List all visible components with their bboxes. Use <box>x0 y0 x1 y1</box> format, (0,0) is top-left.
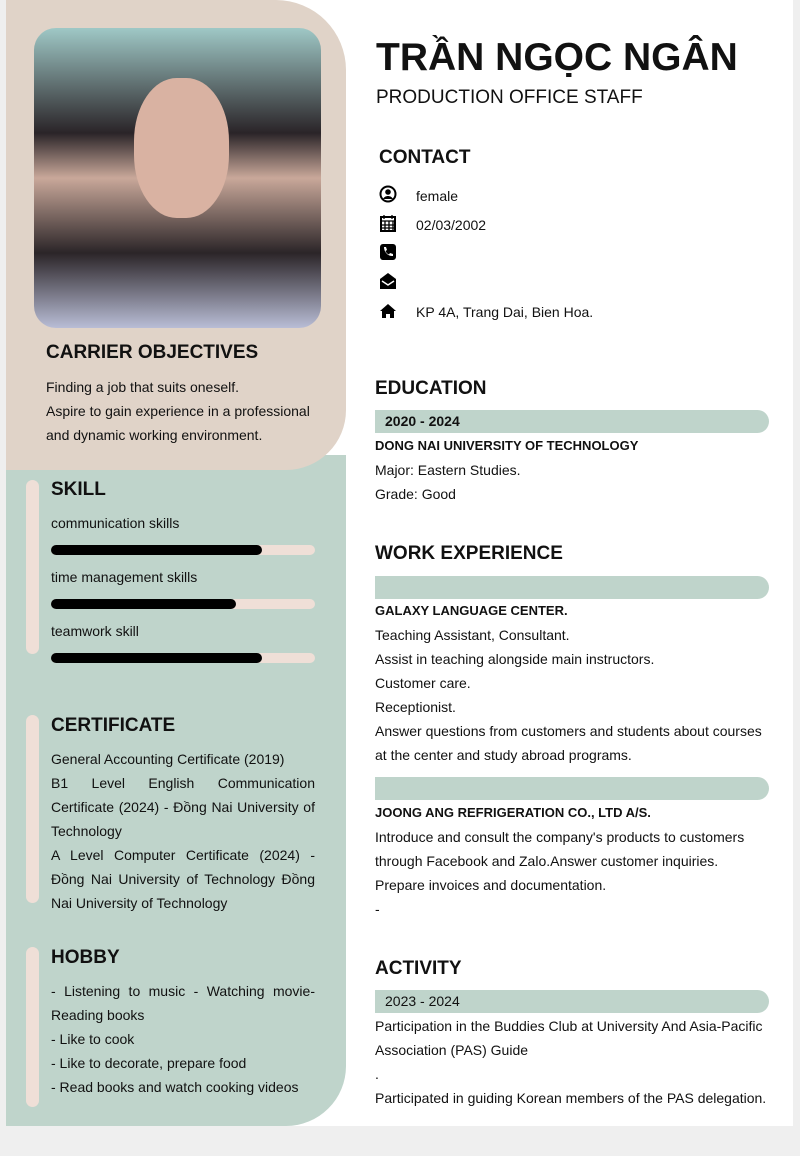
user-icon <box>379 185 397 203</box>
job-company: JOONG ANG REFRIGERATION CO., LTD A/S. <box>375 805 651 820</box>
education-grade: Grade: Good <box>375 486 456 502</box>
skill-title: SKILL <box>51 479 106 500</box>
skill-accent-bar <box>26 480 39 654</box>
skill-label: communication skills <box>51 515 180 531</box>
hobby-accent-bar <box>26 947 39 1107</box>
objectives-title: CARRIER OBJECTIVES <box>46 342 259 363</box>
job-line: Teaching Assistant, Consultant. <box>375 627 570 643</box>
certificate-item: B1 Level English Communication Certificate (2024) - Đồng Nai University of Technology <box>51 775 315 839</box>
hobby-title: HOBBY <box>51 947 120 968</box>
activity-text <box>375 1014 771 1110</box>
objective-line: Finding a job that suits oneself. <box>46 379 240 395</box>
objectives-text <box>46 375 321 447</box>
skill-bar <box>51 653 315 663</box>
activity-title: ACTIVITY <box>375 958 462 979</box>
job-line: Customer care. <box>375 675 471 691</box>
activity-line: Participated in guiding Korean members of the PAS delegation. <box>375 1090 767 1106</box>
certificate-item: General Accounting Certificate (2019) <box>51 751 285 767</box>
phone-icon <box>379 243 397 261</box>
work-period-band <box>375 576 769 599</box>
skill-bar-fill <box>51 599 236 609</box>
contact-birthday: 02/03/2002 <box>416 217 487 233</box>
calendar-icon <box>379 214 397 232</box>
contact-address: KP 4A, Trang Dai, Bien Hoa. <box>416 304 594 320</box>
full-name: TRẦN NGỌC NGÂN <box>376 36 738 79</box>
skill-label: teamwork skill <box>51 623 139 639</box>
activity-line: Participation in the Buddies Club at University And Asia-Pacific Association (PAS) Guide <box>375 1018 763 1058</box>
contact-gender: female <box>416 188 459 204</box>
objective-line: Aspire to gain experience in a professional and dynamic working environment. <box>46 403 310 443</box>
hobby-item: - Read books and watch cooking videos <box>51 1079 299 1095</box>
education-school: DONG NAI UNIVERSITY OF TECHNOLOGY <box>375 438 639 453</box>
job-company: GALAXY LANGUAGE CENTER. <box>375 603 568 618</box>
skill-bar <box>51 545 315 555</box>
contact-title: CONTACT <box>379 147 471 168</box>
education-title: EDUCATION <box>375 378 487 399</box>
education-major: Major: Eastern Studies. <box>375 462 521 478</box>
skill-label: time management skills <box>51 569 198 585</box>
skill-bar-fill <box>51 545 262 555</box>
hobby-item: - Like to cook <box>51 1031 135 1047</box>
work-job <box>375 801 765 921</box>
job-position: PRODUCTION OFFICE STAFF <box>376 87 643 108</box>
skill-bar-fill <box>51 653 262 663</box>
certificate-item: A Level Computer Certificate (2024) - Đồng Nai University of Technology Đồng Nai University of Technology <box>51 847 315 911</box>
education-period: 2020 - 2024 <box>375 410 769 433</box>
profile-photo <box>34 28 321 328</box>
work-title: WORK EXPERIENCE <box>375 543 563 564</box>
work-period-band <box>375 777 769 800</box>
skill-bar <box>51 599 315 609</box>
job-line: Receptionist. <box>375 699 456 715</box>
job-line: Assist in teaching alongside main instructors. <box>375 651 655 667</box>
certificate-accent-bar <box>26 715 39 903</box>
job-line: Introduce and consult the company's products to customers through Facebook and Zalo.Answer customer inquiries. <box>375 829 745 869</box>
certificate-title: CERTIFICATE <box>51 715 176 736</box>
hobby-item: - Like to decorate, prepare food <box>51 1055 247 1071</box>
work-job <box>375 599 771 767</box>
hobby-item: - Listening to music - Watching movie- Reading books <box>51 983 315 1023</box>
activity-line: . <box>375 1066 379 1082</box>
job-line: - <box>375 901 380 917</box>
hobby-list <box>51 979 315 1099</box>
home-icon <box>379 302 397 320</box>
activity-period: 2023 - 2024 <box>375 990 769 1013</box>
certificate-list <box>51 747 315 915</box>
job-line: Answer questions from customers and students about courses at the center and study abroad programs. <box>375 723 762 763</box>
envelope-open-icon <box>379 272 397 290</box>
job-line: Prepare invoices and documentation. <box>375 877 607 893</box>
